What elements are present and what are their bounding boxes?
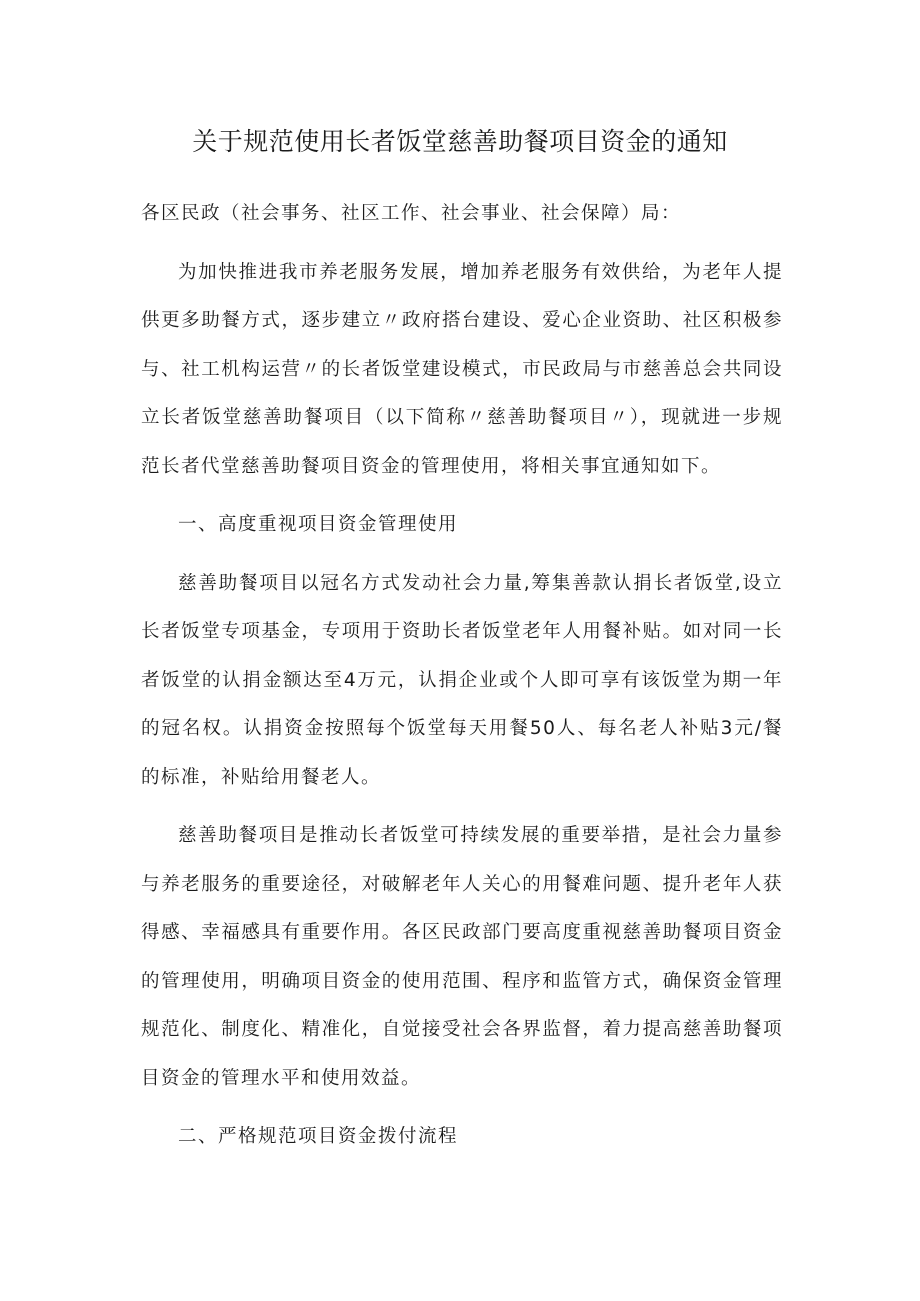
section-1-paragraph-2: 慈善助餐项目是推动长者饭堂可持续发展的重要举措，是社会力量参与养老服务的重要途径，对破解老年人关心的用餐难问题、提升老年人获得感、幸福感具有重要作用。各区民政部门要高度重视慈善助餐项目资金的管理使用，明确项目资金的使用范围、程序和监管方式，确保资金管理规范化、制度化、精准化，自觉接受社会各界监督，着力提高慈善助餐项目资金的管理水平和使用效益。: [141, 825, 783, 1089]
intro-paragraph: 为加快推进我市养老服务发展，增加养老服务有效供给，为老年人提供更多助餐方式，逐步建立〃政府搭台建设、爱心企业资助、社区积极参与、社工机构运营〃的长者饭堂建设模式，市民政局与市慈善总会共同设立长者饭堂慈善助餐项目（以下简称〃慈善助餐项目〃），现就进一步规范长者代堂慈善助餐项目资金的管理使用，将相关事宜通知如下。: [141, 261, 783, 477]
section-2-heading: 二、严格规范项目资金拨付流程: [178, 1126, 459, 1147]
document-body: [141, 190, 783, 1172]
section-1-paragraph-1: 慈善助餐项目以冠名方式发动社会力量,筹集善款认捐长者饭堂,设立长者饭堂专项基金，专项用于资助长者饭堂老年人用餐补贴。如对同一长者饭堂的认捐金额达至4万元，认捐企业或个人即可享有该饭堂为期一年的冠名权。认捐资金按照每个饭堂每天用餐50人、每名老人补贴3元/餐的标准，补贴给用餐老人。: [141, 572, 783, 788]
salutation: 各区民政（社会事务、社区工作、社会事业、社会保障）局：: [141, 203, 682, 224]
document-title: 关于规范使用长者饭堂慈善助餐项目资金的通知: [192, 127, 728, 156]
section-1-heading: 一、高度重视项目资金管理使用: [178, 514, 459, 535]
